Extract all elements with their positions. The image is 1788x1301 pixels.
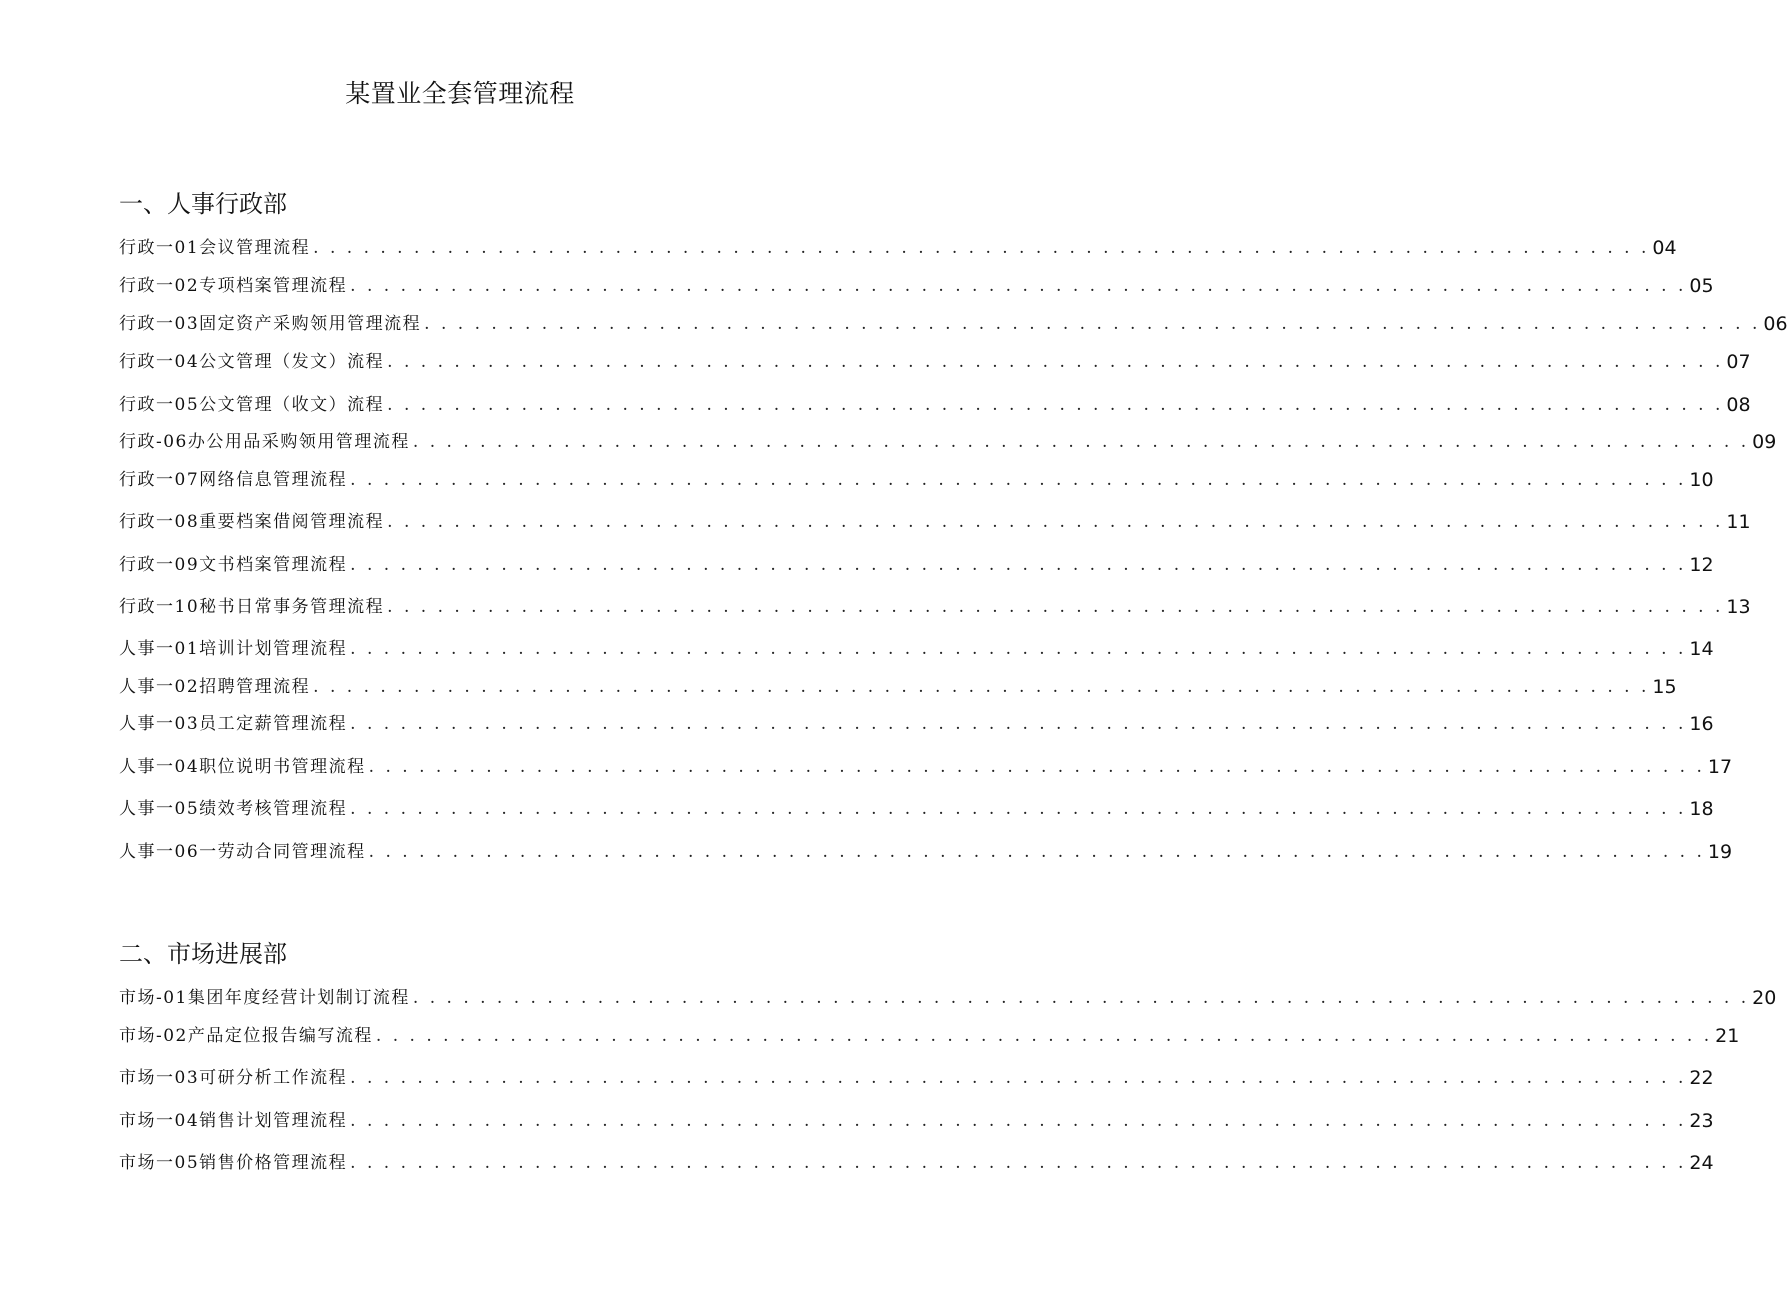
section-heading: 二、市场进展部 <box>119 940 287 968</box>
toc-dot-leader: . . . . . . . . . . . . . . . . . . . . . . . . . . . . . . . . . . . . . . . . . . . . . . . . . . . . . . . . . . . . . . . . . . . . . . . . . . . . . . . . <box>387 352 1724 372</box>
toc-entry-page-number: 21 <box>1715 1025 1740 1047</box>
toc-entry[interactable] <box>119 792 1714 820</box>
toc-entry-page-number: 05 <box>1689 275 1714 297</box>
toc-entry[interactable] <box>119 463 1714 491</box>
toc-entry-page-number: 08 <box>1726 394 1751 416</box>
toc-dot-leader: . . . . . . . . . . . . . . . . . . . . . . . . . . . . . . . . . . . . . . . . . . . . . . . . . . . . . . . . . . . . . . . . . . . . . . . . . . . . . . . . <box>313 238 1650 258</box>
toc-entry[interactable] <box>119 345 1751 373</box>
toc-entry[interactable] <box>119 307 1788 335</box>
toc-entry[interactable] <box>119 505 1751 533</box>
toc-entry[interactable] <box>119 707 1714 735</box>
toc-entry-label: 市场一03可研分析工作流程 <box>119 1068 348 1088</box>
toc-entry-label: 市场-01集团年度经营计划制订流程 <box>119 988 410 1008</box>
toc-entry-page-number: 23 <box>1689 1110 1714 1132</box>
toc-entry-page-number: 17 <box>1707 756 1733 778</box>
toc-dot-leader: . . . . . . . . . . . . . . . . . . . . . . . . . . . . . . . . . . . . . . . . . . . . . . . . . . . . . . . . . . . . . . . . . . . . . . . . . . . . . . . . <box>350 799 1687 819</box>
toc-entry-page-number: 10 <box>1689 469 1714 491</box>
toc-dot-leader: . . . . . . . . . . . . . . . . . . . . . . . . . . . . . . . . . . . . . . . . . . . . . . . . . . . . . . . . . . . . . . . . . . . . . . . . . . . . . . . . <box>350 555 1687 575</box>
toc-entry-label: 市场-02产品定位报告编写流程 <box>119 1026 373 1046</box>
toc-entry-page-number: 12 <box>1689 554 1714 576</box>
toc-dot-leader: . . . . . . . . . . . . . . . . . . . . . . . . . . . . . . . . . . . . . . . . . . . . . . . . . . . . . . . . . . . . . . . . . . . . . . . . . . . . . . . . <box>350 714 1687 734</box>
toc-entry-page-number: 06 <box>1763 313 1788 335</box>
toc-entry-label: 市场一05销售价格管理流程 <box>119 1153 348 1173</box>
toc-entry[interactable] <box>119 590 1751 618</box>
toc-entry-label: 行政一01会议管理流程 <box>119 238 311 258</box>
toc-entry-label: 行政一09文书档案管理流程 <box>119 555 348 575</box>
toc-entry-page-number: 18 <box>1689 798 1714 820</box>
toc-entry[interactable] <box>119 425 1777 453</box>
toc-entry-page-number: 19 <box>1707 841 1733 863</box>
toc-entry[interactable] <box>119 1146 1714 1174</box>
toc-entry[interactable] <box>119 750 1733 778</box>
toc-entry-page-number: 04 <box>1652 237 1677 259</box>
toc-entry[interactable] <box>119 632 1714 660</box>
toc-dot-leader: . . . . . . . . . . . . . . . . . . . . . . . . . . . . . . . . . . . . . . . . . . . . . . . . . . . . . . . . . . . . . . . . . . . . . . . . . . . . . . . . <box>313 677 1650 697</box>
toc-entry-page-number: 20 <box>1752 987 1777 1009</box>
toc-entry[interactable] <box>119 670 1677 698</box>
toc-dot-leader: . . . . . . . . . . . . . . . . . . . . . . . . . . . . . . . . . . . . . . . . . . . . . . . . . . . . . . . . . . . . . . . . . . . . . . . . . . . . . . . . <box>375 1026 1713 1046</box>
toc-entry-page-number: 13 <box>1726 596 1751 618</box>
toc-entry[interactable] <box>119 548 1714 576</box>
toc-dot-leader: . . . . . . . . . . . . . . . . . . . . . . . . . . . . . . . . . . . . . . . . . . . . . . . . . . . . . . . . . . . . . . . . . . . . . . . . . . . . . . . . <box>387 395 1724 415</box>
toc-dot-leader: . . . . . . . . . . . . . . . . . . . . . . . . . . . . . . . . . . . . . . . . . . . . . . . . . . . . . . . . . . . . . . . . . . . . . . . . . . . . . . . . <box>350 639 1687 659</box>
toc-entry[interactable] <box>119 269 1714 297</box>
toc-dot-leader: . . . . . . . . . . . . . . . . . . . . . . . . . . . . . . . . . . . . . . . . . . . . . . . . . . . . . . . . . . . . . . . . . . . . . . . . . . . . . . . . <box>350 1153 1687 1173</box>
toc-entry-page-number: 07 <box>1726 351 1751 373</box>
toc-entry[interactable] <box>119 1061 1714 1089</box>
toc-entry-page-number: 11 <box>1726 511 1751 533</box>
document-title: 某置业全套管理流程 <box>345 79 575 108</box>
toc-entry[interactable] <box>119 1104 1714 1132</box>
toc-entry-label: 市场一04销售计划管理流程 <box>119 1111 348 1131</box>
toc-entry-label: 人事一04职位说明书管理流程 <box>119 757 366 777</box>
toc-entry-page-number: 15 <box>1652 676 1677 698</box>
toc-entry[interactable] <box>119 388 1751 416</box>
toc-entry-label: 行政-06办公用品采购领用管理流程 <box>119 432 410 452</box>
toc-dot-leader: . . . . . . . . . . . . . . . . . . . . . . . . . . . . . . . . . . . . . . . . . . . . . . . . . . . . . . . . . . . . . . . . . . . . . . . . . . . . . . . . <box>387 597 1724 617</box>
toc-dot-leader: . . . . . . . . . . . . . . . . . . . . . . . . . . . . . . . . . . . . . . . . . . . . . . . . . . . . . . . . . . . . . . . . . . . . . . . . . . . . . . . . <box>368 757 1705 777</box>
toc-entry-page-number: 16 <box>1689 713 1714 735</box>
toc-entry-label: 人事一06一劳动合同管理流程 <box>119 842 366 862</box>
toc-entry-page-number: 22 <box>1689 1067 1714 1089</box>
toc-entry[interactable] <box>119 835 1733 863</box>
toc-entry-page-number: 09 <box>1752 431 1777 453</box>
toc-entry[interactable] <box>119 981 1777 1009</box>
toc-entry-label: 行政一07网络信息管理流程 <box>119 470 348 490</box>
section-heading: 一、人事行政部 <box>119 190 287 218</box>
toc-entry-label: 行政一10秘书日常事务管理流程 <box>119 597 385 617</box>
toc-entry-label: 行政一05公文管理（收文）流程 <box>119 395 385 415</box>
toc-entry-label: 人事一01培训计划管理流程 <box>119 639 348 659</box>
toc-entry-label: 行政一04公文管理（发文）流程 <box>119 352 385 372</box>
toc-dot-leader: . . . . . . . . . . . . . . . . . . . . . . . . . . . . . . . . . . . . . . . . . . . . . . . . . . . . . . . . . . . . . . . . . . . . . . . . . . . . . . . . <box>412 988 1750 1008</box>
toc-dot-leader: . . . . . . . . . . . . . . . . . . . . . . . . . . . . . . . . . . . . . . . . . . . . . . . . . . . . . . . . . . . . . . . . . . . . . . . . . . . . . . . . <box>350 1111 1687 1131</box>
toc-entry-label: 人事一05绩效考核管理流程 <box>119 799 348 819</box>
toc-entry-page-number: 24 <box>1689 1152 1714 1174</box>
toc-entry[interactable] <box>119 231 1677 259</box>
toc-entry-label: 行政一03固定资产采购领用管理流程 <box>119 314 422 334</box>
toc-entry[interactable] <box>119 1019 1740 1047</box>
toc-dot-leader: . . . . . . . . . . . . . . . . . . . . . . . . . . . . . . . . . . . . . . . . . . . . . . . . . . . . . . . . . . . . . . . . . . . . . . . . . . . . . . . . <box>368 842 1705 862</box>
toc-dot-leader: . . . . . . . . . . . . . . . . . . . . . . . . . . . . . . . . . . . . . . . . . . . . . . . . . . . . . . . . . . . . . . . . . . . . . . . . . . . . . . . . <box>387 512 1724 532</box>
toc-entry-label: 行政一02专项档案管理流程 <box>119 276 348 296</box>
toc-entry-label: 行政一08重要档案借阅管理流程 <box>119 512 385 532</box>
toc-dot-leader: . . . . . . . . . . . . . . . . . . . . . . . . . . . . . . . . . . . . . . . . . . . . . . . . . . . . . . . . . . . . . . . . . . . . . . . . . . . . . . . . <box>350 470 1687 490</box>
toc-entry-page-number: 14 <box>1689 638 1714 660</box>
toc-entry-label: 人事一02招聘管理流程 <box>119 677 311 697</box>
toc-dot-leader: . . . . . . . . . . . . . . . . . . . . . . . . . . . . . . . . . . . . . . . . . . . . . . . . . . . . . . . . . . . . . . . . . . . . . . . . . . . . . . . . <box>412 432 1750 452</box>
toc-entry-label: 人事一03员工定薪管理流程 <box>119 714 348 734</box>
toc-dot-leader: . . . . . . . . . . . . . . . . . . . . . . . . . . . . . . . . . . . . . . . . . . . . . . . . . . . . . . . . . . . . . . . . . . . . . . . . . . . . . . . . <box>350 1068 1687 1088</box>
toc-dot-leader: . . . . . . . . . . . . . . . . . . . . . . . . . . . . . . . . . . . . . . . . . . . . . . . . . . . . . . . . . . . . . . . . . . . . . . . . . . . . . . . . <box>350 276 1687 296</box>
toc-dot-leader: . . . . . . . . . . . . . . . . . . . . . . . . . . . . . . . . . . . . . . . . . . . . . . . . . . . . . . . . . . . . . . . . . . . . . . . . . . . . . . . . <box>424 314 1761 334</box>
